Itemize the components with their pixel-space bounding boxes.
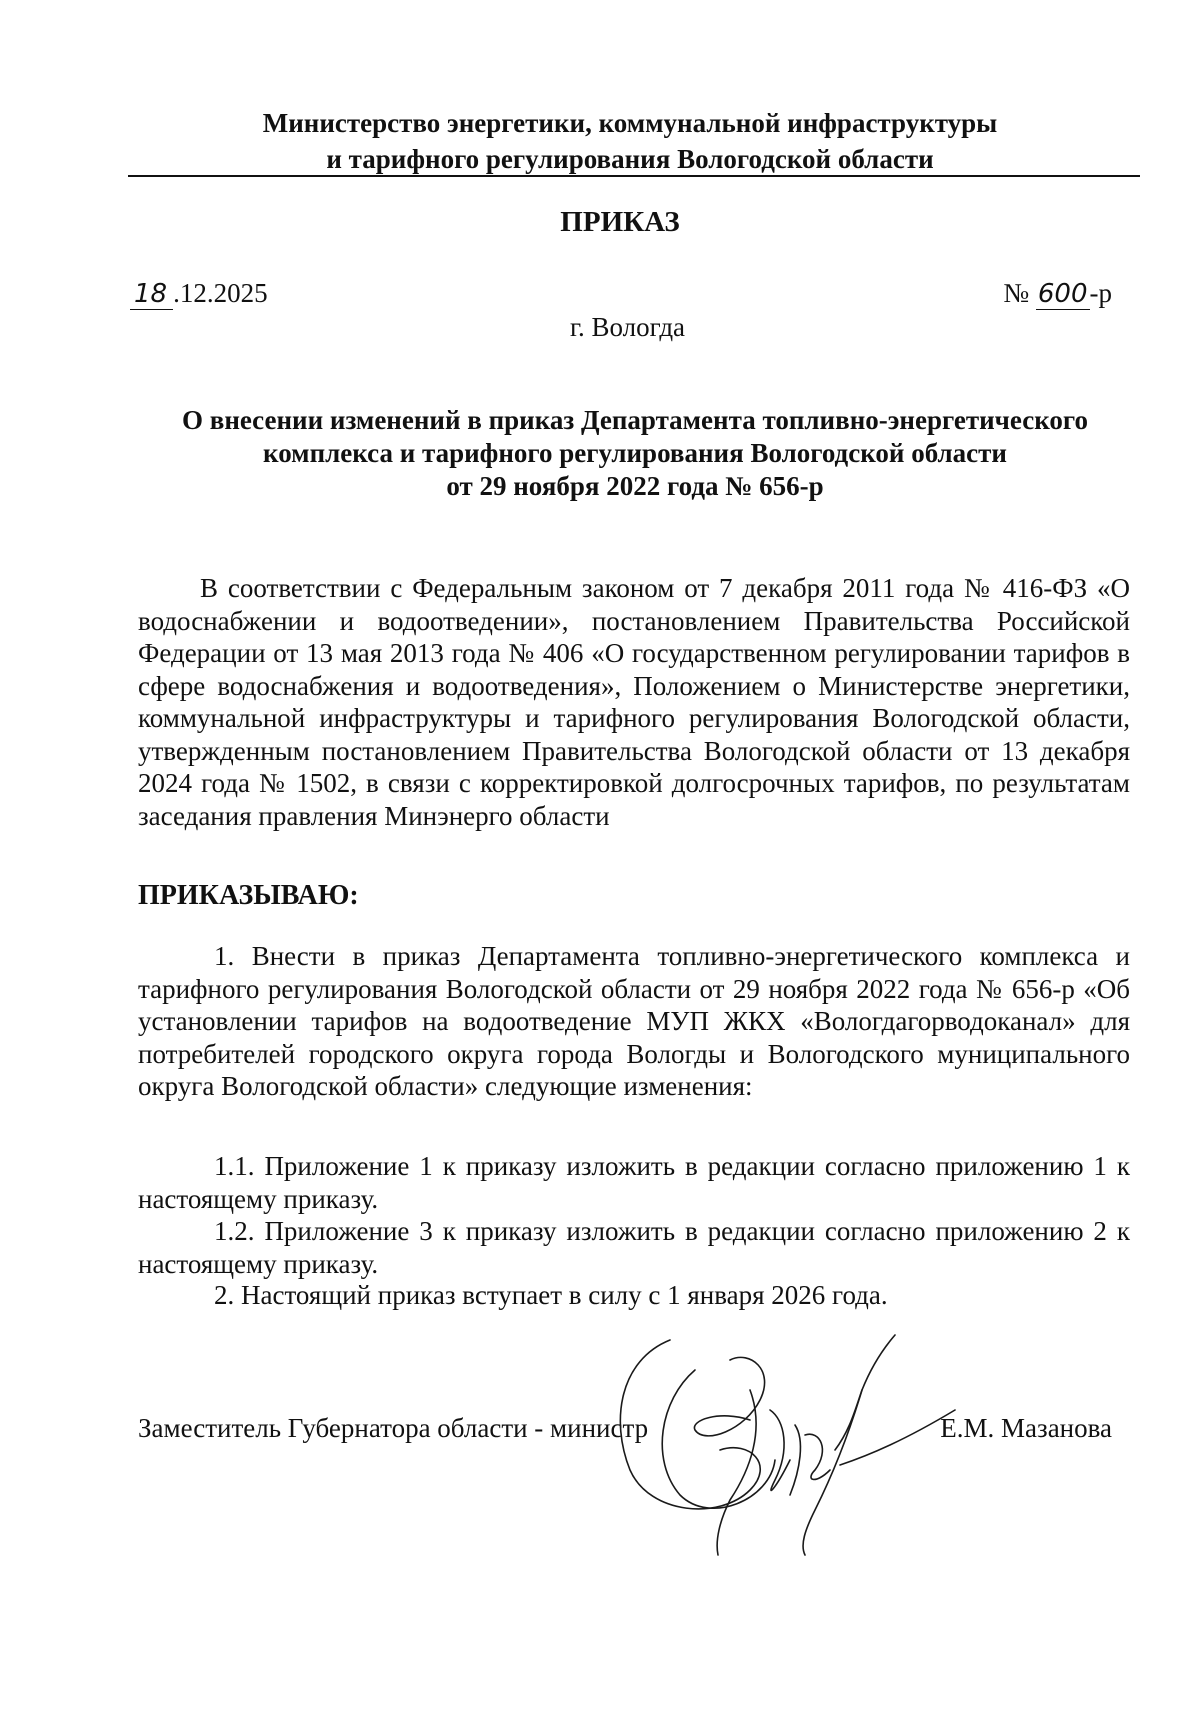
number-handwritten: 600: [1037, 279, 1088, 309]
document-subject: [140, 404, 1130, 503]
item-1-1: 1.1. Приложение 1 к приказу изложить в редакции согласно приложению 1 к настоящему приказу.: [138, 1151, 1130, 1214]
subject-line2: комплекса и тарифного регулирования Вологодской области: [263, 438, 1007, 468]
number-prefix: №: [1003, 278, 1036, 308]
item-1-2: 1.2. Приложение 3 к приказу изложить в редакции согласно приложению 2 к настоящему приказу.: [138, 1216, 1130, 1279]
document-number: [1003, 278, 1112, 309]
subject-line3: от 29 ноября 2022 года № 656-р: [446, 471, 824, 501]
signatory-role: Заместитель Губернатора области - министр: [138, 1413, 649, 1443]
order-word: ПРИКАЗЫВАЮ:: [138, 880, 359, 911]
subject-line1: О внесении изменений в приказ Департамента топливно-энергетического: [181, 405, 1088, 435]
ministry-name-line1: Министерство энергетики, коммунальной инфраструктуры: [262, 108, 998, 138]
document-type: ПРИКАЗ: [560, 206, 680, 238]
date-rest: .12.2025: [173, 278, 268, 308]
item-1: 1. Внести в приказ Департамента топливно-энергетического комплекса и тарифного регулирования Вологодской области от 29 ноября 2022 года № 656-р «Об установлении тарифов на водоотведение МУП ЖКХ «Вологдагорводоканал» для потребителей городского округа города Вологды и Вологодского муниципального округа Вологодской области» следующие изменения:: [138, 941, 1130, 1101]
preamble-paragraph: В соответствии с Федеральным законом от 7 декабря 2011 года № 416-ФЗ «О водоснабжении и водоотведении», постановлением Правительства Российской Федерации от 13 мая 2013 года № 406 «О государственном регулировании тарифов в сфере водоснабжения и водоотведения», Положением о Министерстве энергетики, коммунальной инфраструктуры и тарифного регулирования Вологодской области, утвержденным постановлением Правительства Вологодской области от 13 декабря 2024 года № 1502, в связи с корректировкой долгосрочных тарифов, по результатам заседания правления Минэнерго области: [138, 573, 1130, 831]
date-day-handwritten: 18: [130, 279, 173, 310]
header-divider: [128, 175, 1140, 177]
ministry-name-line2: и тарифного регулирования Вологодской области: [326, 144, 934, 174]
number-suffix: -р: [1089, 278, 1112, 308]
signatory-name: Е.М. Мазанова: [940, 1413, 1112, 1443]
document-date: [130, 278, 268, 309]
document-city: г. Вологда: [569, 312, 686, 342]
handwritten-signature-icon: [600, 1330, 960, 1560]
item-2: 2. Настоящий приказ вступает в силу с 1 января 2026 года.: [214, 1280, 888, 1310]
